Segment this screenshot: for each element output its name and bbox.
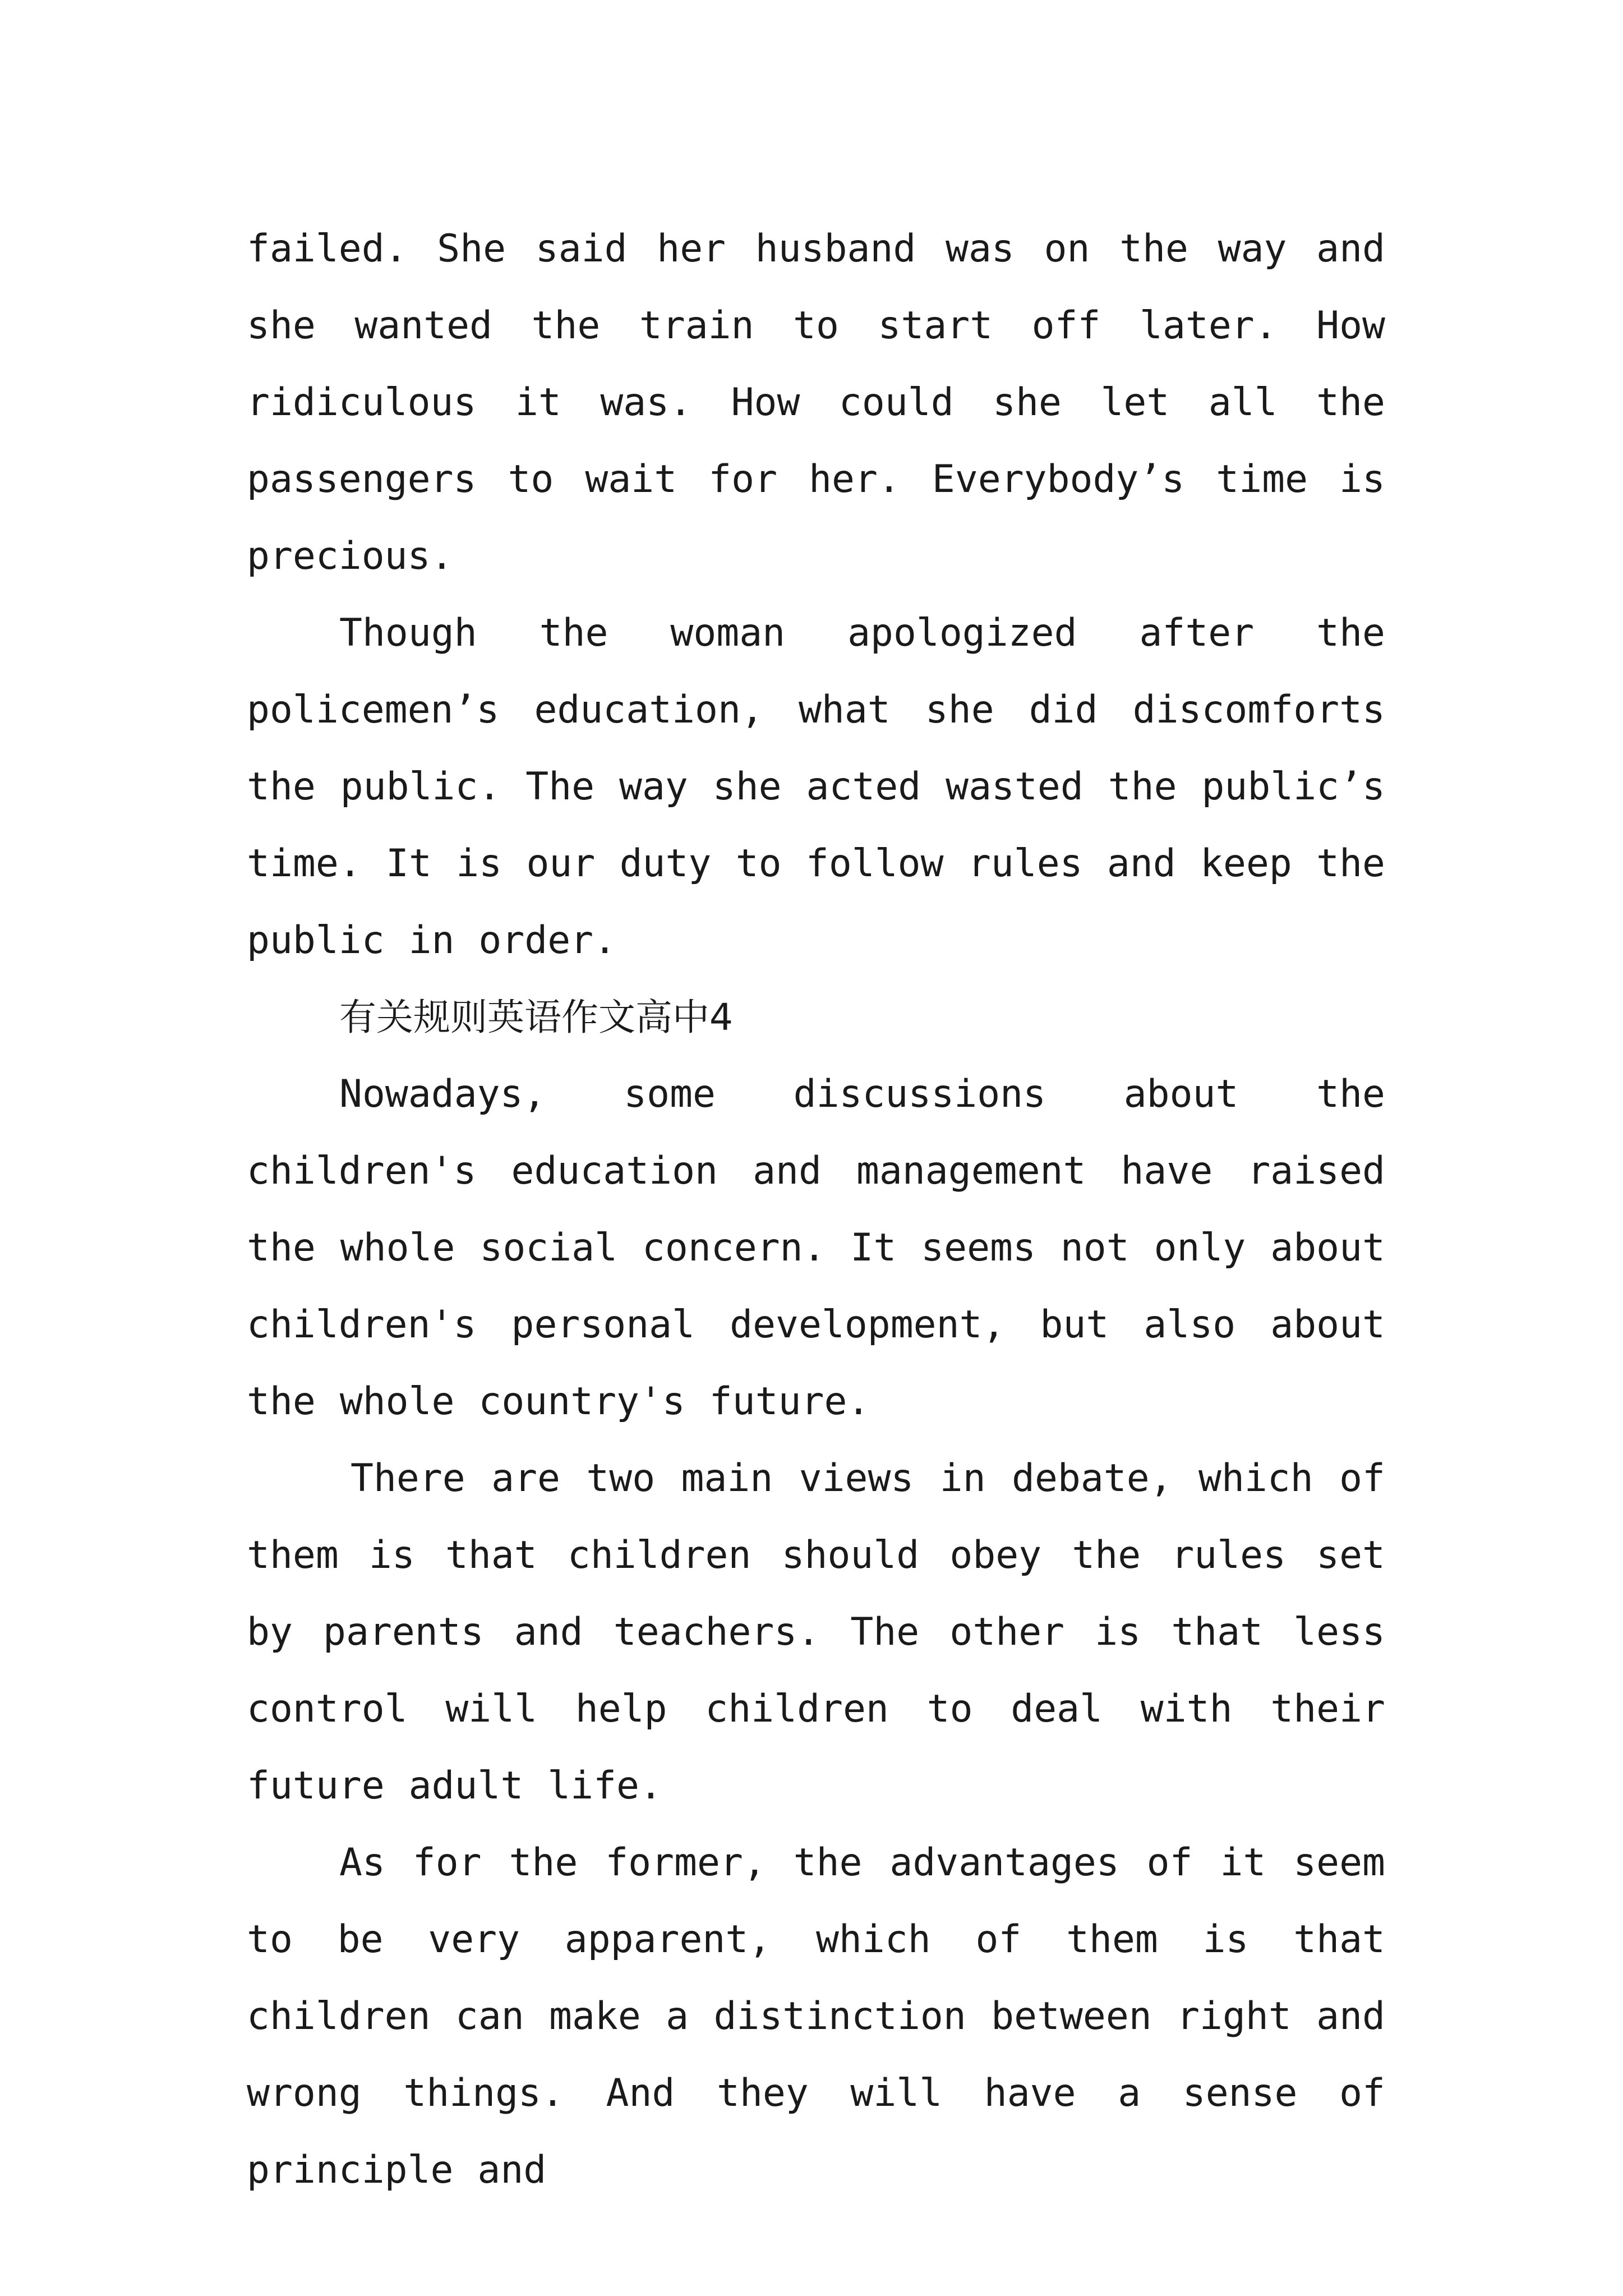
paragraph-former-advantages: As for the former, the advantages of it seem to be very apparent, which of them is that children can make a distinction between right and wrong things. And they will have a sense of principle and <box>247 1841 1385 2192</box>
section-heading: 有关规则英语作文高中4 <box>339 996 733 1039</box>
paragraph-two-views: There are two main views in debate, which of them is that children should obey the rules set by parents and teachers. The other is that less control will help children to deal with their future adult life. <box>247 1456 1385 1808</box>
document-body <box>247 210 1385 2208</box>
paragraph-nowadays: Nowadays, some discussions about the children's education and management have raised the whole social concern. It seems not only about children's personal development, but also about the whole country's future. <box>247 1072 1385 1424</box>
paragraph-continuation: failed. She said her husband was on the way and she wanted the train to start off later. How ridiculous it was. How could she let all the passengers to wait for her. Everybody’s time is precious. <box>247 227 1385 578</box>
paragraph-policemen-education: Though the woman apologized after the policemen’s education, what she did discomforts the public. The way she acted wasted the public’s time. It is our duty to follow rules and keep the public in order. <box>247 611 1385 963</box>
